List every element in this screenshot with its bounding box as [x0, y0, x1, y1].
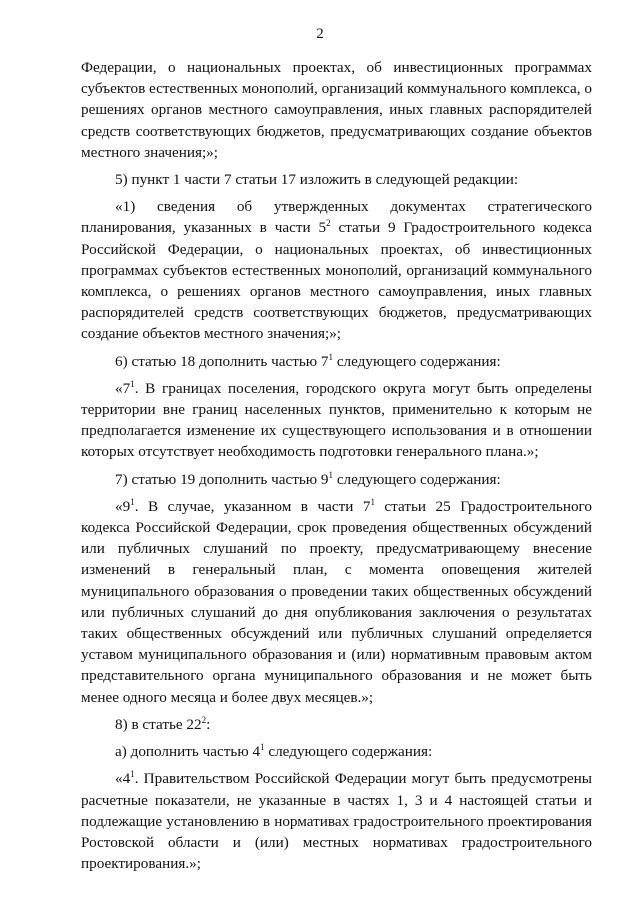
paragraph — [81, 169, 592, 190]
paragraph — [81, 768, 592, 874]
paragraph-text: статьи 25 Градостроительного кодекса Российской Федерации, срок проведения общественных обсуждений или публичных слушаний по проекту, предусматривающему внесение изменений в генеральный план, с момента оповещения жителей муниципального образования о проведении таких общественных обсуждений или публичных слушаний до дня опубликования заключения о результатах таких общественных обсуждений или публичных слушаний определяется уставом муниципального образования и (или) нормативным правовым актом представительного органа муниципального образования и не может быть менее одного месяца и более двух месяцев.»; — [81, 497, 592, 706]
paragraph-text: . В случае, указанном в части 7 — [134, 497, 371, 515]
paragraph — [81, 351, 592, 372]
paragraph-text: 6) статью 18 дополнить частью 7 — [115, 352, 329, 370]
superscript-index: 1 — [370, 496, 375, 507]
superscript-index: 1 — [260, 742, 265, 753]
superscript-index: 2 — [201, 714, 207, 725]
paragraph — [81, 469, 592, 490]
superscript-index: 1 — [130, 378, 135, 389]
paragraph-text: «1) сведения об утвержденных документах стратегического планирования, указанных в части 5 — [81, 198, 592, 237]
superscript-index: 1 — [130, 496, 135, 507]
paragraph-text: «7 — [115, 379, 131, 397]
paragraph-text: . Правительством Российской Федерации могут быть предусмотрены расчетные показатели, не указанные в частях 1, 3 и 4 настоящей статьи и подлежащие установлению в нормативах градостроительного проектирования Ростовской области и (или) местных нормативах градостроительного проектирования.»; — [81, 770, 592, 873]
page-number: 2 — [316, 26, 324, 42]
paragraph-text: . В границах поселения, городского округа могут быть определены территории вне границ населенных пунктов, применительно к которым не предполагается изменение их существующего использования и в отношении которых отсутствует необходимость подготовки генерального плана.»; — [81, 379, 592, 461]
paragraph — [81, 378, 592, 463]
paragraph — [81, 741, 592, 762]
paragraph — [81, 496, 592, 708]
superscript-index: 2 — [326, 218, 331, 229]
paragraph-text: «9 — [115, 497, 131, 515]
paragraph-text: «4 — [115, 770, 131, 788]
document-body — [81, 57, 592, 880]
paragraph — [81, 196, 592, 344]
paragraph-text: 5) пункт 1 части 7 статьи 17 изложить в следующей редакции: — [115, 171, 519, 189]
paragraph-text: следующего содержания: — [264, 743, 433, 761]
paragraph-text: а) дополнить частью 4 — [115, 743, 261, 761]
paragraph — [81, 57, 592, 163]
paragraph-text: следующего содержания: — [333, 352, 501, 370]
paragraph — [81, 714, 592, 735]
superscript-index: 1 — [328, 469, 334, 480]
paragraph-text: следующего содержания: — [333, 470, 501, 488]
paragraph-text: 7) статью 19 дополнить частью 9 — [115, 470, 329, 488]
paragraph-text: Федерации, о национальных проектах, об инвестиционных программах субъектов естественных монополий, организаций коммунального комплекса, о решениях органов местного самоуправления, иных главных распорядителей средств соответствующих бюджетов, предусматривающих создание объектов местного значения;»; — [81, 59, 592, 161]
paragraph-text: : — [206, 715, 211, 733]
superscript-index: 1 — [328, 351, 334, 362]
superscript-index: 1 — [130, 769, 135, 780]
paragraph-text: статьи 9 Градостроительного кодекса Российской Федерации, о национальных проектах, об инвестиционных программах субъектов естественных монополий, организаций коммунального комплекса, о решениях органов местного самоуправления, иных главных распорядителей средств соответствующих бюджетов, предусматривающих создание объектов местного значения;»; — [81, 219, 592, 343]
paragraph-text: 8) в статье 22 — [115, 715, 202, 733]
